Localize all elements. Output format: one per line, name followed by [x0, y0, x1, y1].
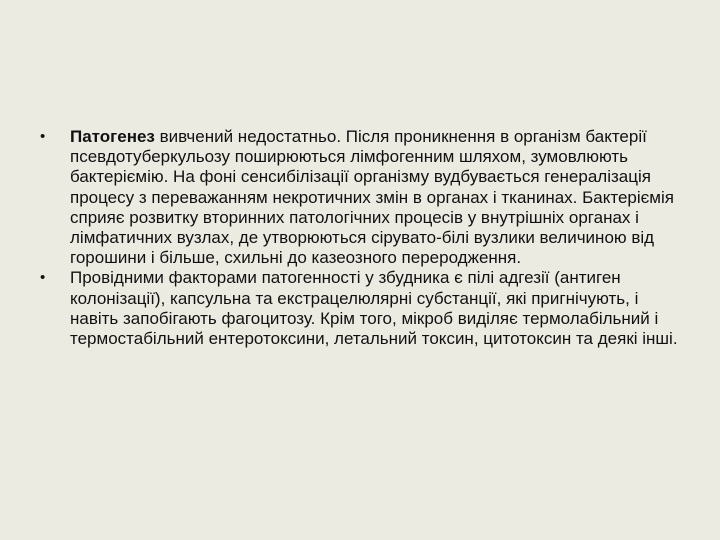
- bullet-marker: •: [40, 269, 46, 287]
- term-pathogenesis: Патогенез: [70, 127, 155, 146]
- bullet-list: [40, 127, 685, 349]
- bullet-item-virulence-factors: [40, 268, 685, 349]
- paragraph-pathogenesis: вивчений недостатньо. Після проникнення в організм бактерії псевдотуберкульозу поширюються лімфогенним шляхом, зумовлюють бактеріємію. На фоні сенсибілізації організму вудбувається генералізація процесу з переважанням некротичних змін в органах і тканинах. Бактеріємія сприяє розвитку вторинних патологічних процесів у внутрішніх органах і лімфатичних вузлах, де утворюються сірувато-білі вузлики величиною від горошини і більше, схильні до казеозного переродження.: [70, 127, 674, 268]
- paragraph-virulence-factors: Провідними факторами патогенності у збудника є пілі адгезії (антиген колонізації), капсульна та екстрацелюлярні субстанції, які пригнічують, і навіть запобігають фагоцитозу. Крім того, мікроб виділяє термолабільний і термостабільний ентеротоксини, летальний токсин, цитотоксин та деякі інші.: [70, 268, 678, 349]
- bullet-marker: •: [40, 128, 46, 145]
- bullet-item-pathogenesis: [40, 127, 685, 268]
